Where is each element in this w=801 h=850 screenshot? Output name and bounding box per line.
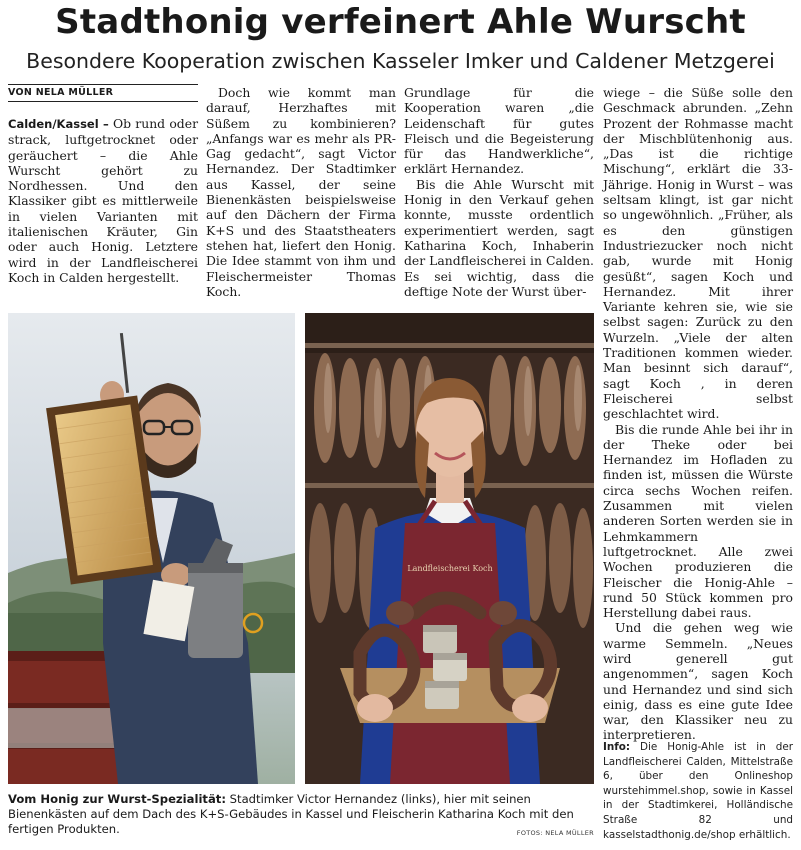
article-paragraph: Doch wie kommt man darauf, Herzhaftes mit Süßem zu kombinieren? „Anfangs war es mehr als PR-Gag gedacht“, sagt Victor Hernandez. Der Stadtimker aus Kassel, der seine Bienenkästen beispielsweise auf den Dächern der Firma K+S und des Staatstheaters stehen hat, liefert den Honig. Die Idee stammt von ihm und Fleischermeister Thomas Koch. xyxy=(206,85,396,299)
photo-beekeeper xyxy=(8,313,295,784)
beekeeper-illustration xyxy=(8,313,295,784)
headline: Stadthonig verfeinert Ahle Wurscht xyxy=(55,2,746,42)
byline: VON NELA MÜLLER xyxy=(8,87,114,98)
apron-logo-text: Landfleischerei Koch xyxy=(407,564,493,573)
photo-butcher xyxy=(305,313,594,784)
caption-text: Stadtimker Victor Hernandez (links), hier mit seinen Bienenkästen auf dem Dach des K+S-Gebäudes in Kassel und Fleischerin Katharina Koch mit den fertigen Produkten. xyxy=(8,792,574,837)
article-paragraph: wiege – die Süße solle den Geschmack abrunden. „Zehn Prozent der Rohmasse macht der Mischblütenhonig aus. „Das ist die richtige Mischung“, erklärt die 33-Jährige. Honig in Wurst – was seltsam klingt, ist gar nicht so ungewöhnlich. „Früher, als es den günstigen Industriezucker noch nicht gab, wurde mit Honig gesüßt“, sagen Koch und Hernandez. Mit ihrer Variante kehren sie, wie sie selbst sagen: Zurück zu den Wurzeln. „Viele der alten Traditionen kommen wieder. Man besinnt sich darauf“, sagt Koch , in deren Fleischerei selbst geschlachtet wird. xyxy=(603,85,793,422)
byline-rule-top xyxy=(8,84,198,85)
byline-rule-bottom xyxy=(8,101,198,102)
butcher-illustration xyxy=(305,313,594,784)
article-paragraph: Und die gehen weg wie warme Semmeln. „Neues wird generell gut angenommen“, sagen Koch und Hernandez und sind sich einig, dass es eine gute Idee war, den Klassiker neu zu interpretieren. xyxy=(603,620,793,743)
photo-credit: FOTOS: NELA MÜLLER xyxy=(516,829,594,837)
info-text: Die Honig-Ahle ist in der Landfleischerei Calden, Mittelstraße 6, über den Onlineshop wurstehimmel.shop, sowie in Kassel in der Stadtimkerei, Holländische Straße 82 und kasselstadthonig.de/shop erhältlich. xyxy=(603,741,793,841)
info-label: Info: xyxy=(603,741,631,753)
article-paragraph: Bis die Ahle Wurscht mit Honig in den Verkauf gehen konnte, musste ordentlich experimentiert werden, sagt Katharina Koch, Inhaberin der Landfleischerei in Calden. Es sei wichtig, dass die deftige Note der Wurst über- xyxy=(404,176,594,299)
article-paragraph xyxy=(8,116,198,285)
info-box xyxy=(603,740,793,842)
subheadline: Besondere Kooperation zwischen Kasseler Imker und Caldener Metzgerei xyxy=(26,49,775,73)
article-paragraph: Grundlage für die Kooperation waren „die Leidenschaft für gutes Fleisch und die Begeisterung für das Handwerkliche“, erklärt Hernandez. xyxy=(404,85,594,177)
article-column-1 xyxy=(8,116,198,285)
caption-lead: Vom Honig zur Wurst-Spezialität: xyxy=(8,792,226,806)
paragraph-text: Ob rund oder strack, luftgetrocknet oder geräuchert – die Ahle Wurscht gehört zu Nordhessen. Und den Klassiker gibt es mittlerweile in vielen Varianten mit italienischen Kräuter, Gin oder auch Honig. Letztere wird in der Landfleischerei Koch in Calden hergestellt. xyxy=(8,116,198,285)
article-column-3 xyxy=(404,85,594,299)
dateline: Calden/Kassel – xyxy=(8,117,109,131)
article-column-2 xyxy=(206,85,396,299)
article-paragraph: Bis die runde Ahle bei ihr in der Theke oder bei Hernandez im Hofladen zu finden ist, müssen die Würste circa sechs Wochen reifen. Zusammen mit vielen anderen Sorten werden sie in Lehmkammern luftgetrocknet. Alle zwei Wochen produzieren die Fleischer die Honig-Ahle – rund 50 Stück kommen pro Herstellung dabei raus. xyxy=(603,421,793,621)
photo-caption xyxy=(8,792,593,838)
article-column-4 xyxy=(603,85,793,743)
